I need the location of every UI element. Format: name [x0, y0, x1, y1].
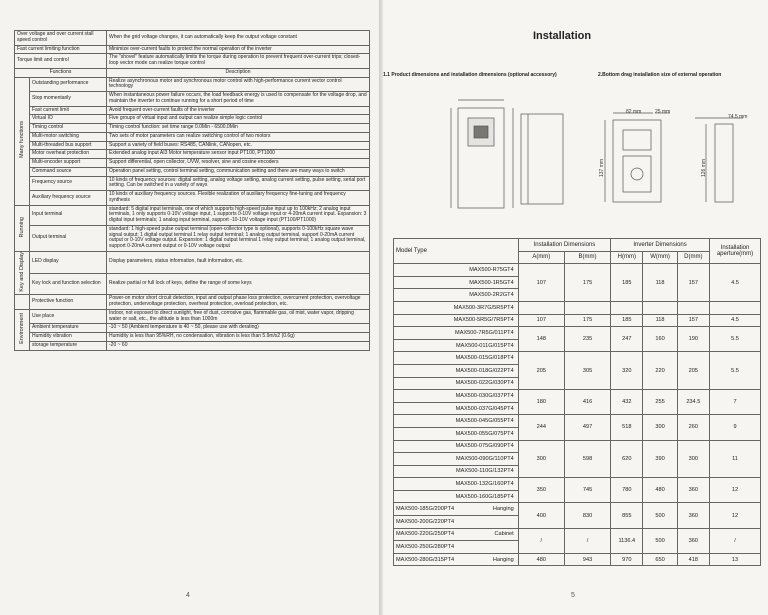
model-name [394, 352, 519, 365]
spec-item: Timing control [30, 124, 107, 133]
dim-b: 943 [564, 553, 610, 566]
model-name [394, 314, 519, 327]
group-label [15, 309, 30, 350]
spec-row [15, 132, 370, 141]
dim-h: 855 [611, 503, 643, 528]
model-row [394, 264, 761, 277]
right-page [383, 0, 768, 615]
model-label: MAX500-110G/132PT4 [455, 468, 514, 475]
dim-w: 500 [643, 528, 677, 553]
spec-desc: 10 kinds of frequency sources: digital setting, analog voltage setting, analog current setting, pulse setting, serial port setting. Can be switched in a variety of ways [107, 176, 370, 191]
group-name: Many functions [18, 121, 25, 159]
model-name [394, 478, 519, 491]
spec-desc: Operation panel setting, control terminal setting, communication setting and there are many ways to switch [107, 167, 370, 176]
dim-w: 255 [643, 390, 677, 415]
model-row [394, 503, 761, 516]
col-installation: Installation Dimensions [518, 239, 610, 252]
dim-b: 598 [564, 440, 610, 478]
group-name: Environment [18, 312, 25, 344]
dim-82mm: 82 mm [626, 109, 642, 115]
dim-h: 620 [611, 440, 643, 478]
model-row [394, 478, 761, 491]
model-label: MAX500-250G/280PT4 [396, 544, 455, 551]
dim-ap [710, 301, 761, 314]
spec-desc: Realize asynchronous motor and synchronous motor control with high-performance current vector control technology [107, 77, 370, 92]
spec-item: Virtual IO [30, 115, 107, 124]
spec-row [15, 225, 370, 251]
spec-desc: Realize partial or full lock of keys, define the range of some keys [107, 273, 370, 295]
spec-row [15, 176, 370, 191]
spec-item: Fast current limiting function [15, 45, 107, 54]
dim-b: 745 [564, 478, 610, 503]
dim-a: / [518, 528, 564, 553]
col-aperture: Installation aperture(mm) [710, 239, 761, 264]
spec-row [15, 92, 370, 107]
dim-h: 432 [611, 390, 643, 415]
dim-a: 107 [518, 264, 564, 302]
spec-item: Humidity vibration [30, 333, 107, 342]
model-row [394, 352, 761, 365]
spec-desc: Timing control function: set time range 0.0Min - 6500.0Min [107, 124, 370, 133]
model-name [394, 301, 519, 314]
page-number-left: 4 [186, 592, 190, 599]
spec-desc: standard: 1 high-speed pulse output terminal (open-collector type is optional), supports 0-100kHz square wave signal output; 1 digital output terminal 1 relay output terminal; 1 analog output terminal, support 0-20mA current output or 0-10V voltage output. Expansion: 1 digital output terminal 1 relay output terminal; 1 analog output terminal, support 0-20mA current output or 0-10V voltage output [107, 225, 370, 251]
spec-desc: Support differential, open collector, UVW, resolver, sine and cosine encoders [107, 159, 370, 168]
dim-b: 830 [564, 503, 610, 528]
spec-row [15, 295, 370, 310]
group-label [15, 295, 30, 310]
spec-desc: Five groups of virtual input and output can realize simple logic control [107, 115, 370, 124]
spec-row [15, 191, 370, 206]
dim-b [564, 301, 610, 314]
spec-desc: Indoor, not exposed to direct sunlight, free of dust, corrosive gas, flammable gas, oil mist, water vapor, dripping water or salt, etc., the altitude is less than 1000m [107, 309, 370, 324]
model-name [394, 415, 519, 428]
dim-ap: / [710, 528, 761, 553]
spec-row [15, 106, 370, 115]
model-label: MAX500-045G/055PT4 [455, 418, 514, 425]
spec-desc: The "shovel" feature automatically limits the torque during operation to prevent frequent over-current trips; closed-loop vector mode can realize torque control [107, 54, 370, 69]
dim-d: 190 [677, 327, 709, 352]
dim-ap: 4.5 [710, 264, 761, 302]
col-w: W(mm) [643, 251, 677, 264]
spec-item: Outstanding performance [30, 77, 107, 92]
col-d: D(mm) [677, 251, 709, 264]
model-label: MAX500-011G/015PT4 [455, 342, 514, 349]
dim-h: 1136.4 [611, 528, 643, 553]
dim-25mm: 25 mm [655, 109, 671, 115]
dim-d: 418 [677, 553, 709, 566]
model-name [394, 276, 519, 289]
keypad-side [715, 124, 733, 202]
model-name [394, 289, 519, 302]
spec-desc: -20 ~ 60 [107, 341, 370, 350]
spec-item: Auxiliary frequency source [30, 191, 107, 206]
spec-item: Multi-encoder support [30, 159, 107, 168]
model-name [394, 490, 519, 503]
dim-d: 360 [677, 478, 709, 503]
dim-w: 480 [643, 478, 677, 503]
model-label: MAX500-030G/037PT4 [455, 392, 514, 399]
model-name [394, 516, 519, 529]
spec-item: Key lock and function selection [30, 273, 107, 295]
model-label: MAX500-055G/075PT4 [455, 430, 514, 437]
spec-item: Over voltage and over current stall speed control [15, 31, 107, 46]
model-label: MAX500-1R5GT4 [469, 279, 514, 286]
model-row [394, 528, 761, 541]
header-functions: Functions [15, 68, 107, 77]
group-label [15, 251, 30, 295]
spec-table [14, 30, 370, 351]
model-row [394, 314, 761, 327]
dim-d [677, 301, 709, 314]
spec-row [15, 341, 370, 350]
model-row [394, 415, 761, 428]
dim-h: 518 [611, 415, 643, 440]
model-label: MAX500-R75GT4 [469, 266, 514, 273]
spec-item: Multi-threaded bus support [30, 141, 107, 150]
spec-row [15, 205, 370, 225]
spec-item: LED display [30, 251, 107, 273]
header-description: Description [107, 68, 370, 77]
dim-b: 235 [564, 327, 610, 352]
col-model: Model Type [394, 239, 519, 264]
model-name [394, 402, 519, 415]
spec-item: Ambient temperature [30, 324, 107, 333]
dim-ap: 4.5 [710, 314, 761, 327]
spec-desc: Display parameters, status information, fault information, etc. [107, 251, 370, 273]
spec-row [15, 159, 370, 168]
spec-item: Stop momentarily [30, 92, 107, 107]
dim-137mm: 137 mm [599, 158, 606, 178]
dim-ap: 5.5 [710, 327, 761, 352]
dim-w: 118 [643, 264, 677, 302]
model-name [394, 541, 519, 554]
model-name [394, 327, 519, 340]
dim-w: 160 [643, 327, 677, 352]
model-label: MAX500-220G/250PT4 [396, 531, 455, 538]
spec-desc: Power-on motor short circuit detection, input and output phase loss protection, overcurrent protection, overvoltage protection, undervoltage protection, overheat protection, overload protection, etc. [107, 295, 370, 310]
dim-b: 175 [564, 264, 610, 302]
model-name [394, 453, 519, 466]
spec-desc: When instantaneous power failure occurs, the load feedback energy is used to compensate for the voltage drop, and maintain the inverter to continue running for a short period of time [107, 92, 370, 107]
dim-ap: 7 [710, 390, 761, 415]
dim-a: 400 [518, 503, 564, 528]
dim-ap: 12 [710, 503, 761, 528]
model-label: MAX500-015G/018PT4 [455, 355, 514, 362]
spec-item: Multi-motor switching [30, 132, 107, 141]
spec-row [15, 333, 370, 342]
spec-item: Use place [30, 309, 107, 324]
spec-header [15, 68, 370, 77]
model-label: MAX500-5R5G/7R5PT4 [453, 317, 514, 324]
spec-row [15, 309, 370, 324]
col-a: A(mm) [518, 251, 564, 264]
spec-row [15, 115, 370, 124]
model-label: MAX500-3R7G/5R5PT4 [453, 304, 514, 311]
dim-b: 416 [564, 390, 610, 415]
dim-h: 780 [611, 478, 643, 503]
dim-ap: 11 [710, 440, 761, 478]
spec-row [15, 251, 370, 273]
model-name [394, 465, 519, 478]
mount-type: Hanging [492, 506, 514, 513]
model-name [394, 440, 519, 453]
group-name: Key and Display [18, 251, 25, 292]
spec-desc: -10 ~ 50 (Ambient temperature is 40 ~ 50, please use with derating) [107, 324, 370, 333]
spec-row [15, 150, 370, 159]
spec-item: Motor overheat protection [30, 150, 107, 159]
spec-item: Output terminal [30, 225, 107, 251]
spec-desc: Extended analog input AI3 Motor temperature sensor input PT100, PT1000 [107, 150, 370, 159]
spec-row [15, 54, 370, 69]
spec-row [15, 31, 370, 46]
dim-d: 360 [677, 503, 709, 528]
dim-w: 300 [643, 415, 677, 440]
spec-row [15, 167, 370, 176]
model-row [394, 440, 761, 453]
dim-h [611, 301, 643, 314]
model-dimensions-table [393, 238, 761, 566]
spec-desc: 10 kinds of auxiliary frequency sources. Flexible realization of auxiliary frequency fine-tuning and frequency synthesis [107, 191, 370, 206]
spec-desc: Support a variety of field buses: RS485, CANlink, CANopen, etc. [107, 141, 370, 150]
subtitle-bottom-install: 2.Bottom drag installation size of external operation [598, 72, 722, 78]
spec-item: Input terminal [30, 205, 107, 225]
dim-b: 497 [564, 415, 610, 440]
spec-item: Protective function [30, 295, 107, 310]
model-name [394, 528, 519, 541]
group-name: Running [18, 216, 25, 237]
spec-desc: standard: 5 digital input terminals, one of which supports high-speed pulse input up to 100kHz; 2 analog input terminals, 1 only supports 0-10V voltage input, 1 supports 0-10V voltage input or 4-20mA current input. Expansion: 3 digital input terminals; 1 analog input terminal, support -10-10V voltage input (PT100/PT1000) [107, 205, 370, 225]
dim-126mm: 126 mm [701, 158, 708, 178]
dim-a: 244 [518, 415, 564, 440]
col-h: H(mm) [611, 251, 643, 264]
model-label: MAX500-7R5G/011PT4 [455, 329, 514, 336]
dim-h: 185 [611, 264, 643, 302]
model-name [394, 364, 519, 377]
model-name [394, 390, 519, 403]
model-name [394, 377, 519, 390]
dim-b: 175 [564, 314, 610, 327]
dimension-drawings [383, 80, 768, 240]
spec-desc: Two sets of motor parameters can realize switching control of two motors [107, 132, 370, 141]
section-title: Installation [533, 30, 592, 42]
model-row [394, 390, 761, 403]
subtitle-dimensions: 1.1 Product dimensions and installation dimensions (optional accessory) [383, 72, 557, 78]
spec-row [15, 124, 370, 133]
model-label: MAX500-018G/022PT4 [455, 367, 514, 374]
dim-h: 185 [611, 314, 643, 327]
spec-desc: Humidity is less than 95%RH, no condensation, vibration is less than 5.9m/s2 (0.6g) [107, 333, 370, 342]
model-label: MAX500-075G/090PT4 [455, 443, 514, 450]
model-row [394, 553, 761, 566]
dim-d: 300 [677, 440, 709, 478]
spec-desc: Minimize over-current faults to protect the normal operation of the inverter [107, 45, 370, 54]
page-number-right: 5 [571, 592, 575, 599]
spec-desc: When the grid voltage changes, it can automatically keep the output voltage constant [107, 31, 370, 46]
dim-h: 970 [611, 553, 643, 566]
spec-row [15, 141, 370, 150]
dim-ap: 12 [710, 478, 761, 503]
spec-row [15, 45, 370, 54]
dim-a [518, 301, 564, 314]
dim-w: 390 [643, 440, 677, 478]
dim-w: 220 [643, 352, 677, 390]
model-label: MAX500-185G/200PT4 [396, 506, 455, 513]
dim-a: 205 [518, 352, 564, 390]
dim-ap: 5.5 [710, 352, 761, 390]
model-label: MAX500-200G/220PT4 [396, 518, 455, 525]
spec-item: Torque limit and control [15, 54, 107, 69]
model-label: MAX500-2R2GT4 [469, 292, 514, 299]
dim-w: 650 [643, 553, 677, 566]
dim-d: 157 [677, 314, 709, 327]
dim-d: 157 [677, 264, 709, 302]
spec-item: Fast current limit [30, 106, 107, 115]
dim-a: 180 [518, 390, 564, 415]
model-name [394, 339, 519, 352]
model-row [394, 327, 761, 340]
model-name [394, 503, 519, 516]
dim-74-5mm: 74.5 mm [728, 114, 748, 120]
dim-w [643, 301, 677, 314]
spec-item: Frequency source [30, 176, 107, 191]
dim-a: 300 [518, 440, 564, 478]
spec-row [15, 77, 370, 92]
spec-row [15, 324, 370, 333]
dim-a: 350 [518, 478, 564, 503]
model-name [394, 264, 519, 277]
keypad-cutout [613, 120, 661, 202]
left-page [0, 0, 383, 615]
mount-type: Hanging [492, 556, 514, 563]
spec-desc: Avoid frequent over-current faults of the inverter [107, 106, 370, 115]
dim-a: 107 [518, 314, 564, 327]
model-name [394, 427, 519, 440]
dim-h: 320 [611, 352, 643, 390]
dim-d: 260 [677, 415, 709, 440]
spec-row [15, 273, 370, 295]
col-b: B(mm) [564, 251, 610, 264]
dim-w: 118 [643, 314, 677, 327]
model-label: MAX500-160G/185PT4 [455, 493, 514, 500]
model-label: MAX500-280G/315PT4 [396, 556, 455, 563]
dim-b: / [564, 528, 610, 553]
dim-ap: 9 [710, 415, 761, 440]
dim-d: 205 [677, 352, 709, 390]
dim-a: 148 [518, 327, 564, 352]
dim-a: 480 [518, 553, 564, 566]
model-row [394, 301, 761, 314]
dim-d: 360 [677, 528, 709, 553]
dim-h: 247 [611, 327, 643, 352]
model-label: MAX500-132G/160PT4 [455, 481, 514, 488]
model-label: MAX500-090G/110PT4 [455, 455, 514, 462]
dim-b: 305 [564, 352, 610, 390]
model-label: MAX500-037G/045PT4 [455, 405, 514, 412]
model-name [394, 553, 519, 566]
group-label [15, 77, 30, 205]
dim-ap: 13 [710, 553, 761, 566]
mount-type: Cabinet [494, 531, 514, 538]
inverter-side-view [521, 114, 563, 204]
col-inverter: Inverter Dimensions [611, 239, 710, 252]
model-label: MAX500-022G/030PT4 [455, 380, 514, 387]
dim-w: 500 [643, 503, 677, 528]
dim-d: 234.5 [677, 390, 709, 415]
spec-item: storage temperature [30, 341, 107, 350]
group-label [15, 205, 30, 251]
spec-item: Command source [30, 167, 107, 176]
